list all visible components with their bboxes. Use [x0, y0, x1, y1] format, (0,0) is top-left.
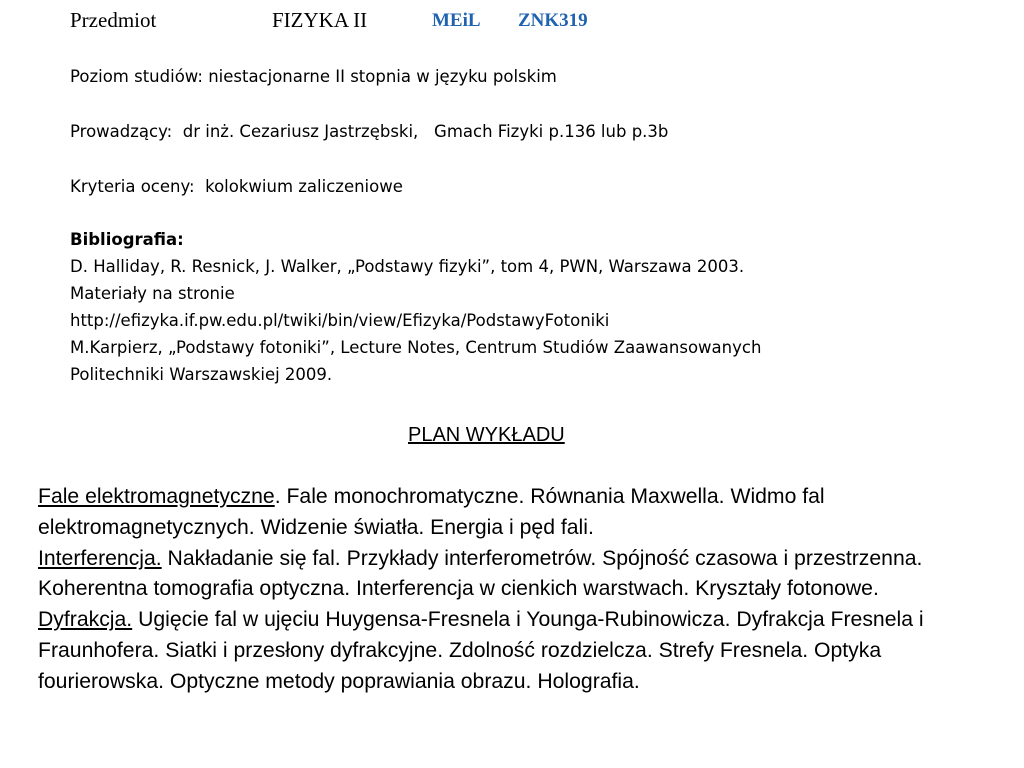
subject-label: Przedmiot: [70, 8, 157, 32]
course-code: ZNK319: [518, 10, 588, 31]
topic-body: . Fale monochromatyczne. Równania Maxwella. Widmo fal elektromagnetycznych. Widzenie światła. Energia i pęd fali.: [38, 485, 825, 539]
topic-heading: Dyfrakcja.: [38, 608, 133, 632]
grading-value: kolokwium zaliczeniowe: [205, 177, 403, 196]
bibliography-line: Materiały na stronie: [70, 284, 235, 303]
lecturer-label: Prowadzący:: [70, 122, 173, 141]
bibliography-heading: Bibliografia:: [70, 230, 184, 249]
grading-label: Kryteria oceny:: [70, 177, 195, 196]
topic-paragraph: [38, 544, 968, 606]
bibliography: [70, 226, 761, 388]
topic-body: Ugięcie fal w ujęciu Huygensa-Fresnela i Younga-Rubinowicza. Dyfrakcja Fresnela i Fraunhofera. Siatki i przesłony dyfrakcyjne. Zdolność rozdzielcza. Strefy Fresnela. Optyka fourierowska. Optyczne metody poprawiania obrazu. Holografia.: [38, 608, 924, 693]
topic-heading: Interferencja.: [38, 546, 162, 570]
topic-body: Nakładanie się fal. Przykłady interferometrów. Spójność czasowa i przestrzenna. Koherentna tomografia optyczna. Interferencja w cienkich warstwach. Kryształy fotonowe.: [38, 546, 923, 601]
lecturer-name: dr inż. Cezariusz Jastrzębski,: [182, 122, 419, 141]
study-level: Poziom studiów: niestacjonarne II stopnia w języku polskim: [70, 67, 557, 86]
plan-title: PLAN WYKŁADU: [408, 424, 565, 446]
lecturer-line: [70, 118, 668, 145]
lecturer-room: Gmach Fizyki p.136 lub p.3b: [434, 122, 669, 141]
lecture-plan: [38, 482, 968, 698]
department: MEiL: [432, 10, 481, 31]
topic-paragraph: [38, 482, 968, 544]
course-name: FIZYKA II: [272, 8, 368, 32]
bibliography-line: M.Karpierz, „Podstawy fotoniki”, Lecture Notes, Centrum Studiów Zaawansowanych: [70, 338, 762, 357]
bibliography-line: Politechniki Warszawskiej 2009.: [70, 365, 333, 384]
bibliography-line: D. Halliday, R. Resnick, J. Walker, „Podstawy fizyki”, tom 4, PWN, Warszawa 2003.: [70, 257, 745, 276]
bibliography-url: http://efizyka.if.pw.edu.pl/twiki/bin/view/Efizyka/PodstawyFotoniki: [70, 311, 610, 330]
topic-paragraph: [38, 605, 968, 697]
topic-heading: Fale elektromagnetyczne: [38, 485, 275, 508]
grading-line: [70, 173, 403, 200]
